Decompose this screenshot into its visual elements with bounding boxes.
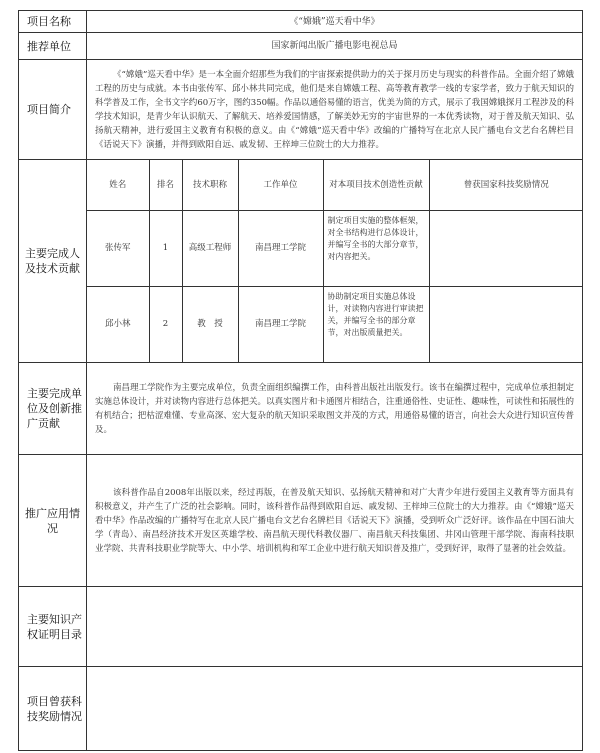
person-award bbox=[429, 286, 583, 362]
row-intro bbox=[19, 60, 583, 160]
header-title: 技术职称 bbox=[182, 160, 238, 210]
project-name-value: 《“嫦娥”巡天看中华》 bbox=[87, 11, 583, 33]
ip-value bbox=[87, 587, 583, 667]
person-award bbox=[429, 210, 583, 286]
person-unit: 南昌理工学院 bbox=[238, 210, 323, 286]
header-unit: 工作单位 bbox=[238, 160, 323, 210]
person-title: 教 授 bbox=[182, 286, 238, 362]
main-units-text: 南昌理工学院作为主要完成单位，负责全面组织编撰工作，由科普出版社出版发行。该书在编撰过程中，完成单位承担制定实施总体设计，并对读物内容进行总体把关。以真实图片和卡通图片相结合，注重通俗性、史证性、趣味性，可读性和拓展性的有机结合；把枯涩难懂、专业高深、宏大复杂的航天知识采取图文并茂的方式，用通俗易懂的语言，向社会大众进行知识宣传普及。 bbox=[87, 363, 583, 455]
row-main-units bbox=[19, 363, 583, 455]
application-form-table bbox=[18, 10, 583, 751]
recommender-label: 推荐单位 bbox=[19, 33, 87, 60]
intro-text: 《“嫦娥”巡天看中华》是一本全面介绍那些为我们的宇宙探索提供助力的关于探月历史与现实的科普作品。全面介绍了嫦娥工程的历史与成就。本书由张传军、邱小林共同完成，他们是来自嫦娥工程、高等教育教学一线的专家学者，致力于航天知识的科学普及工作，全书文字约60万字，图约350幅。作品以通俗易懂的语言，优美为简的方式，展示了我国嫦娥探月工程涉及的科学技术知识，是青少年认识航天、了解航天、培养爱国情感，了解美妙无穷的宇宙世界的一本优秀读物，对于普及航天知识、弘扬航天精神，进行爱国主义教育有积极的意义。由《“嫦娥”巡天看中华》改编的广播特写在北京人民广播电台文艺台名牌栏目《话说天下》演播，并得到欧阳自远、戚发韧、王梓坤三位院士的大力推荐。 bbox=[87, 60, 583, 160]
person-contribution: 协助制定项目实施总体设计，对读物内容进行审读把关，并编写全书的部分章节，对出版质量把关。 bbox=[323, 286, 429, 362]
recommender-value: 国家新闻出版广播电影电视总局 bbox=[87, 33, 583, 60]
awards-label: 项目曾获科技奖励情况 bbox=[19, 667, 87, 751]
row-awards bbox=[19, 667, 583, 751]
header-award: 曾获国家科技奖励情况 bbox=[429, 160, 583, 210]
row-ip bbox=[19, 587, 583, 667]
person-unit: 南昌理工学院 bbox=[238, 286, 323, 362]
contributors-cell bbox=[87, 160, 583, 363]
ip-label: 主要知识产权证明目录 bbox=[19, 587, 87, 667]
table-row bbox=[87, 210, 583, 286]
awards-value bbox=[87, 667, 583, 751]
intro-label: 项目简介 bbox=[19, 60, 87, 160]
main-units-label: 主要完成单位及创新推广贡献 bbox=[19, 363, 87, 455]
person-name: 邱小林 bbox=[87, 286, 149, 362]
person-title: 高级工程师 bbox=[182, 210, 238, 286]
row-recommender bbox=[19, 33, 583, 60]
application-label: 推广应用情况 bbox=[19, 455, 87, 587]
header-contribution: 对本项目技术创造性贡献 bbox=[323, 160, 429, 210]
person-rank: 2 bbox=[149, 286, 182, 362]
person-name: 张传军 bbox=[87, 210, 149, 286]
row-contributors bbox=[19, 160, 583, 363]
person-rank: 1 bbox=[149, 210, 182, 286]
document-page bbox=[18, 10, 582, 745]
table-row bbox=[87, 286, 583, 362]
row-application bbox=[19, 455, 583, 587]
contributors-table bbox=[87, 160, 583, 362]
application-text: 该科普作品自2008年出版以来，经过再版，在普及航天知识、弘扬航天精神和对广大青少年进行爱国主义教育等方面具有积极意义，并产生了广泛的社会影响。同时，该科普作品得到欧阳自远、戚发韧、王梓坤三位院士的大力推荐。由《“嫦娥”巡天看中华》作品改编的广播特写在北京人民广播电台文艺台名牌栏目《话说天下》演播，受到听众广泛好评。该作品在中国石油大学（青岛）、南昌经济技术开发区英雄学校、南昌航天现代科教仪器厂、南昌航天科技集团、井冈山管理干部学院、海南科技职业学院、共青科技职业学院等大、中小学、培训机构和军工企业中进行航天知识普及推广，受到好评，取得了显著的社会效益。 bbox=[87, 455, 583, 587]
row-project-name bbox=[19, 11, 583, 33]
person-contribution: 制定项目实施的整体框架，对全书结构进行总体设计，并编写全书的大部分章节，对内容把关。 bbox=[323, 210, 429, 286]
header-rank: 排名 bbox=[149, 160, 182, 210]
project-name-label: 项目名称 bbox=[19, 11, 87, 33]
header-name: 姓名 bbox=[87, 160, 149, 210]
contributors-label: 主要完成人及技术贡献 bbox=[19, 160, 87, 363]
contributors-header-row bbox=[87, 160, 583, 210]
